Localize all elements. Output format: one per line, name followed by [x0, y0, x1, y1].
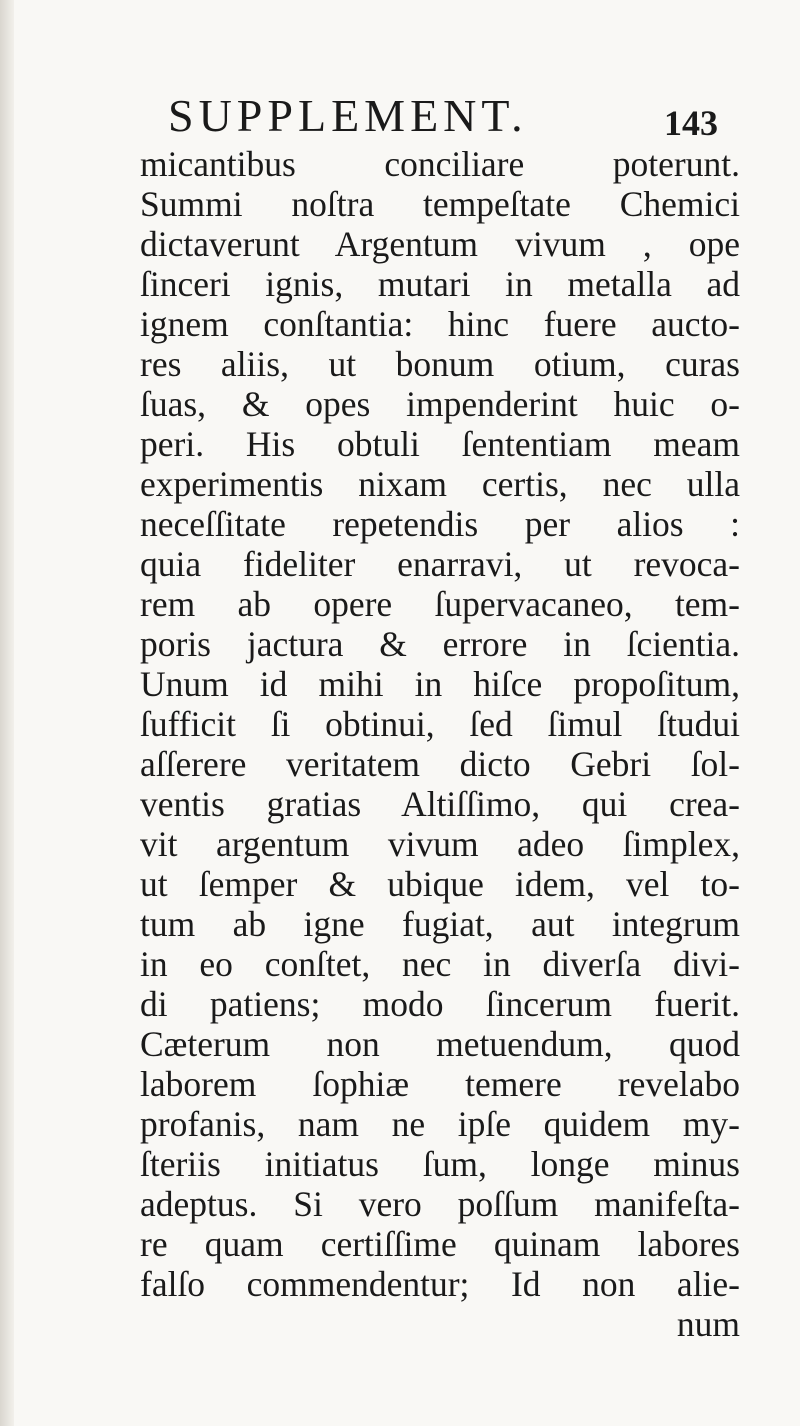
body-text — [140, 144, 740, 1344]
catchword: num — [676, 1304, 740, 1344]
text-line: ſteriis initiatus ſum, longe minus — [140, 1144, 740, 1184]
text-line: in eo conſtet, nec in diverſa divi- — [140, 944, 740, 984]
text-line: rem ab opere ſupervacaneo, tem- — [140, 584, 740, 624]
text-line: ignem conſtantia: hinc fuere aucto- — [140, 304, 740, 344]
text-line: laborem ſophiæ temere revelabo — [140, 1064, 740, 1104]
text-line: vit argentum vivum adeo ſimplex, — [140, 824, 740, 864]
text-line: tum ab igne fugiat, aut integrum — [140, 904, 740, 944]
text-line: dictaverunt Argentum vivum , ope — [140, 224, 740, 264]
text-line: di patiens; modo ſincerum fuerit. — [140, 984, 740, 1024]
text-line: experimentis nixam certis, nec ulla — [140, 464, 740, 504]
text-line: ſinceri ignis, mutari in metalla ad — [140, 264, 740, 304]
text-line: ut ſemper & ubique idem, vel to- — [140, 864, 740, 904]
text-line: ſufficit ſi obtinui, ſed ſimul ſtudui — [140, 704, 740, 744]
page-number: 143 — [664, 103, 718, 143]
text-line: ventis gratias Altiſſimo, qui crea- — [140, 784, 740, 824]
text-line: micantibus conciliare poterunt. — [140, 144, 740, 184]
text-line: re quam certiſſime quinam labores — [140, 1224, 740, 1264]
text-line: quia fideliter enarravi, ut revoca- — [140, 544, 740, 584]
text-line: profanis, nam ne ipſe quidem my- — [140, 1104, 740, 1144]
text-line: poris jactura & errore in ſcientia. — [140, 624, 740, 664]
text-line: res aliis, ut bonum otium, curas — [140, 344, 740, 384]
text-line: adeptus. Si vero poſſum manifeſta- — [140, 1184, 740, 1224]
text-line: Summi noſtra tempeſtate Chemici — [140, 184, 740, 224]
text-line: aſſerere veritatem dicto Gebri ſol- — [140, 744, 740, 784]
running-head: SUPPLEMENT. — [168, 90, 528, 141]
page-gutter-shadow — [0, 0, 14, 1426]
text-line: peri. His obtuli ſententiam meam — [140, 424, 740, 464]
text-line: Cæterum non metuendum, quod — [140, 1024, 740, 1064]
page-header — [168, 88, 718, 148]
text-line: Unum id mihi in hiſce propoſitum, — [140, 664, 740, 704]
text-line: falſo commendentur; Id non alie- — [140, 1264, 740, 1304]
text-line: ſuas, & opes impenderint huic o- — [140, 384, 740, 424]
text-line: neceſſitate repetendis per alios : — [140, 504, 740, 544]
